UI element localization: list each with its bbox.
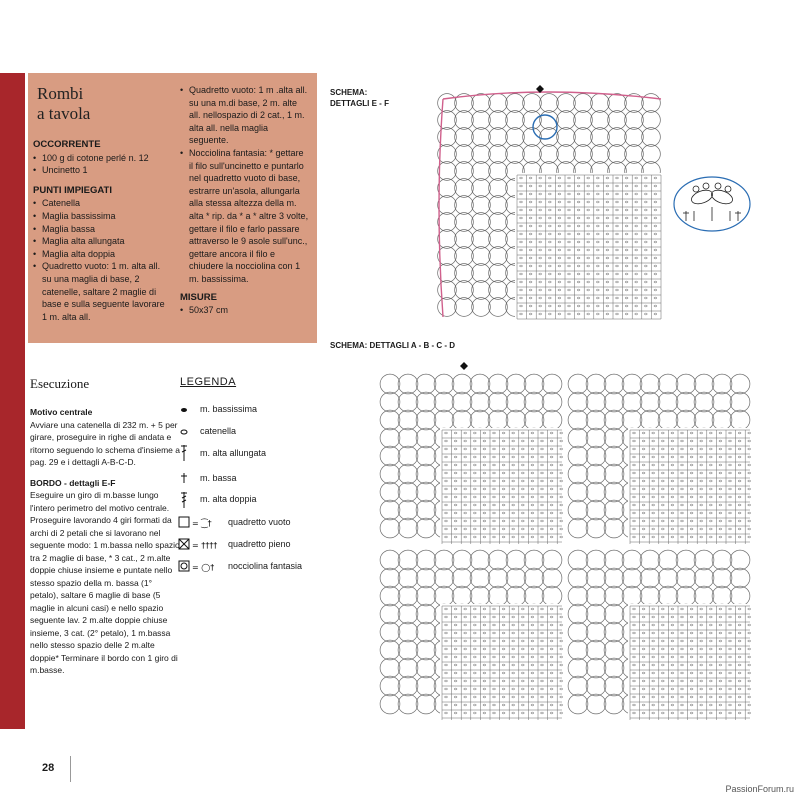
list-item: • Uncinetto 1 <box>33 164 166 177</box>
title-line-1: Rombi <box>37 84 84 103</box>
oval-icon <box>181 430 187 434</box>
list-item: • Catenella <box>33 197 166 210</box>
schema-ef-line-1: SCHEMA: <box>330 88 368 97</box>
red-side-bar <box>0 73 25 729</box>
empty-square-icon <box>179 517 212 528</box>
list-item: • Quadretto vuoto: 1 m .alta all. su una m.di base, 2 m. alte all. nellospazio di 2 cat., 1 m. alta all. nella maglia seguente. <box>180 84 310 147</box>
misure-list <box>180 304 310 317</box>
legend-label-bassa: m. bassa <box>200 473 237 483</box>
legenda-heading: LEGENDA <box>180 376 237 388</box>
list-item: • Maglia alta allungata <box>33 235 166 248</box>
filled-oval-icon <box>181 408 187 412</box>
nocciolina-detail <box>672 175 752 233</box>
tall-t-icon <box>181 445 187 461</box>
page-number: 28 <box>42 762 55 774</box>
crossed-square-icon <box>179 539 217 550</box>
page-separator <box>70 756 71 782</box>
bordo-heading: BORDO - dettagli E-F <box>30 477 116 488</box>
esecuzione-text <box>30 406 180 685</box>
list-item: • Nocciolina fantasia: * gettare il filo sull'uncinetto e puntarlo nel quadretto vuoto di base, estrarre un'asola, allungarla alla stessa altezza della m. alta * rip. da * a * altre 3 volte, gettare il filo e farlo passare attraverso le 9 asole sull'unc., gettare ancora il filo e chiudere la nocciolina con 1 m. bassissima. <box>180 147 310 286</box>
svg-text:= ◯†: = ◯† <box>192 563 215 572</box>
title-line-2: a tavola <box>37 104 91 123</box>
svg-text:= ††††: = †††† <box>192 541 218 550</box>
schema-ef-label <box>330 87 389 109</box>
svg-text:= ⁐†: = ⁐† <box>192 519 212 528</box>
list-item: • 50x37 cm <box>180 304 310 317</box>
legend-label-bassissima: m. bassissima <box>200 404 258 414</box>
legend-label-alta-allungata: m. alta allungata <box>200 448 267 458</box>
watermark: PassionForum.ru <box>725 784 794 794</box>
legend-label-nocciolina: nocciolina fantasia <box>228 561 303 571</box>
schema-ef-line-2: DETTAGLI E - F <box>330 99 389 108</box>
list-item: • 100 g di cotone perlé n. 12 <box>33 152 166 165</box>
motivo-text: Avviare una catenella di 232 m. + 5 per girare, proseguire in righe di andata e ritorno seguendo lo schema d'insieme a pag. 29 e i dettagli A-B-C-D. <box>30 419 180 467</box>
crochet-diagram-abcd <box>378 360 758 740</box>
cross-icon <box>181 473 187 483</box>
misure-heading: MISURE <box>180 291 217 303</box>
occorrente-heading: OCCORRENTE <box>33 139 101 150</box>
list-item: • Quadretto vuoto: 1 m. alta all. su una maglia di base, 2 catenelle, saltare 2 maglie di base e sulla seguente lavorare 1 m. alta all. <box>33 260 166 323</box>
schema-abcd-label: SCHEMA: DETTAGLI A - B - C - D <box>330 341 456 350</box>
stitch-definitions <box>180 84 310 286</box>
list-item: • Maglia alta doppia <box>33 248 166 261</box>
punti-heading: PUNTI IMPIEGATI <box>33 184 112 196</box>
circle-square-icon <box>179 561 214 572</box>
punti-list <box>33 197 166 323</box>
legend-label-alta-doppia: m. alta doppia <box>200 494 257 504</box>
legend-label-quadretto-vuoto: quadretto vuoto <box>228 517 291 527</box>
bordo-text: Eseguire un giro di m.basse lungo l'intero perimetro del motivo centrale. Proseguire lavorando 4 giri formati da archi di 2 petali che si lavorano nel seguente modo: 1 m.bassa nello spazio tra 2 maglie di base, * 3 cat., 2 m.alte doppie chiuse insieme e puntate nello stesso spazio della m. bassa (1° petalo), saltare 6 maglie di base (5 maglie in alcuni casi) e nello spazio seguente lav. 2 m.alte doppie chiuse insieme, 3 cat. (2° petalo), 1 m.bassa nello stesso spazio delle 2 m.alte doppie* Terminare il bordo con 1 giro di m.basse. <box>30 490 180 675</box>
materials-column <box>33 139 166 323</box>
esecuzione-heading: Esecuzione <box>30 376 90 391</box>
legend-label-catenella: catenella <box>200 426 237 436</box>
motivo-heading: Motivo centrale <box>30 407 93 417</box>
legend-label-quadretto-pieno: quadretto pieno <box>228 539 291 549</box>
list-item: • Maglia bassa <box>33 223 166 236</box>
occorrente-list <box>33 152 166 177</box>
page-title <box>37 84 90 124</box>
double-t-icon <box>181 492 187 508</box>
crochet-diagram-ef <box>435 85 665 325</box>
list-item: • Maglia bassissima <box>33 210 166 223</box>
stitches-column <box>180 84 310 317</box>
